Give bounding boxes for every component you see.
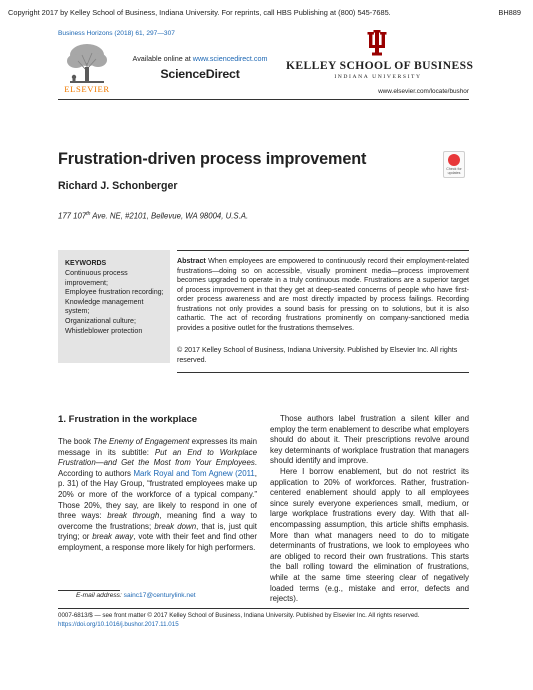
abstract-top-rule [177,250,469,251]
emphasis-term: break through [107,511,160,521]
footer-rule [58,608,469,609]
author-name: Richard J. Schonberger [58,180,178,192]
book-subtitle: Put an End to Workplace Frustration—and Get the Most from Your Employees [58,447,257,468]
journal-reference-link[interactable]: Business Horizons (2018) 61, 297—307 [58,30,175,37]
affiliation-street-number: 177 107 [58,211,87,221]
text-run: . According to authors [58,458,257,478]
document-id: BH889 [498,8,521,17]
footnote-email [76,592,196,599]
text-run: , p. 31) of the Hay Group, “frustrated employees make up 20% or more of the workforce of a typical company.” Those 20%, they say, are likely to respond in one of three ways: [58,468,257,521]
front-matter-notice: 0007-6813/$ — see front matter © 2017 Kelley School of Business, Indiana University. Published by Elsevier Inc. All rights reserved. [58,612,420,619]
indiana-university-name: INDIANA UNIVERSITY [334,74,422,80]
keyword-item: Whistleblower protection [65,326,143,335]
text-run: , meaning find a way to overcome the frustrations; [58,511,258,531]
text-run: expresses its main message in its subtitle: [58,437,257,457]
right-column-paragraph-1: Those authors label frustration a silent killer and employ the term enablement to describe what employers should do about it. Their prescriptions revolve around key determinants of workplace frustration that managers should identify and improve. [270,414,469,466]
elsevier-wordmark: ELSEVIER [64,84,110,94]
keyword-item: Knowledge management system; [65,297,144,316]
check-for-updates-icon [448,154,460,166]
copyright-notice: Copyright 2017 by Kelley School of Business, Indiana University. For reprints, call HBS Publishing at (800) 545-7685. [8,8,391,17]
email-label: E-mail address: [76,592,122,599]
sciencedirect-wordmark: ScienceDirect [160,67,240,81]
keyword-item: Employee frustration recording; [65,288,164,297]
affiliation-rest: Ave. NE, #2101, Bellevue, WA 98004, U.S.A. [90,211,249,221]
abstract-body: When employees are empowered to continuously record their employment-related frustrations—doing so on accessible, visually prominent media—process improvement becomes upgraded to operate in a truly continuous mode. Frustrations are a superior target of process improvement in that they get at deep-seated concerns of people who have first-order process awareness and are most directly impacted by process failings. Recording frustrations not only provides a sound basis for pressing on to solutions, but it is also cathartic. The act of recording frustrations prominently on company-sanctioned media provides a positive outlet for the frustrations themselves. [177,257,469,332]
abstract-text [177,257,469,333]
article-title: Frustration-driven process improvement [58,150,367,168]
citation-link[interactable]: Mark Royal and Tom Agnew (2011 [133,468,255,478]
indiana-university-trident-icon [366,30,388,56]
abstract-label: Abstract [177,257,206,265]
emphasis-term: break away [92,532,134,542]
left-column-paragraph [58,437,257,554]
header-divider [58,99,469,100]
check-for-updates-label: Check for updates [446,167,462,175]
keyword-item: Continuous process improvement; [65,269,128,287]
emphasis-term: break down [154,521,197,531]
affiliation-ordinal: th [86,211,91,217]
kelley-school-name: KELLEY SCHOOL OF BUSINESS [286,59,474,72]
available-online-line [122,54,278,63]
text-run: , vote with their feet and find other employment, a response more likely for high performers. [58,532,257,552]
keywords-heading: KEYWORDS [65,260,107,267]
text-run: , that is, just quit trying; or [58,521,257,542]
email-link[interactable]: sainc17@centurylink.net [123,592,196,599]
right-column [270,414,469,605]
text-run: The book [58,437,94,446]
book-title: The Enemy of Engagement [93,437,190,446]
abstract-bottom-rule [177,372,469,373]
journal-site-link[interactable]: www.elsevier.com/locate/bushor [378,88,469,95]
available-prefix: Available online at [132,54,193,63]
abstract-copyright: © 2017 Kelley School of Business, Indiana University. Published by Elsevier Inc. All rights reserved. [177,346,458,364]
sciencedirect-link[interactable]: www.sciencedirect.com [192,54,268,63]
keywords-list [65,269,169,336]
doi-link[interactable]: https://doi.org/10.1016/j.bushor.2017.11.015 [58,621,179,628]
section-heading: 1. Frustration in the workplace [58,414,198,425]
footnote-rule [58,590,120,591]
author-affiliation [58,211,248,221]
right-column-paragraph-2: Here I borrow enablement, but do not restrict its application to 20% of workforces. Rather, frustration-centered enablement should apply to all employees since surely everyone experiences small, medium, or large workplace frustrations every day. With that all-encompassing assumption, this article shifts emphasis. More than what managers need to do to mitigate determinants of frustrations, we look to employees who are obliged to record their own frustrations. This starts the ball rolling toward the elimination of frustrations, while at the same time steering clear of negatively loaded terms (e.g., mistake and error, defects and rejects). [270,466,469,604]
keyword-item: Organizational culture; [65,316,136,325]
